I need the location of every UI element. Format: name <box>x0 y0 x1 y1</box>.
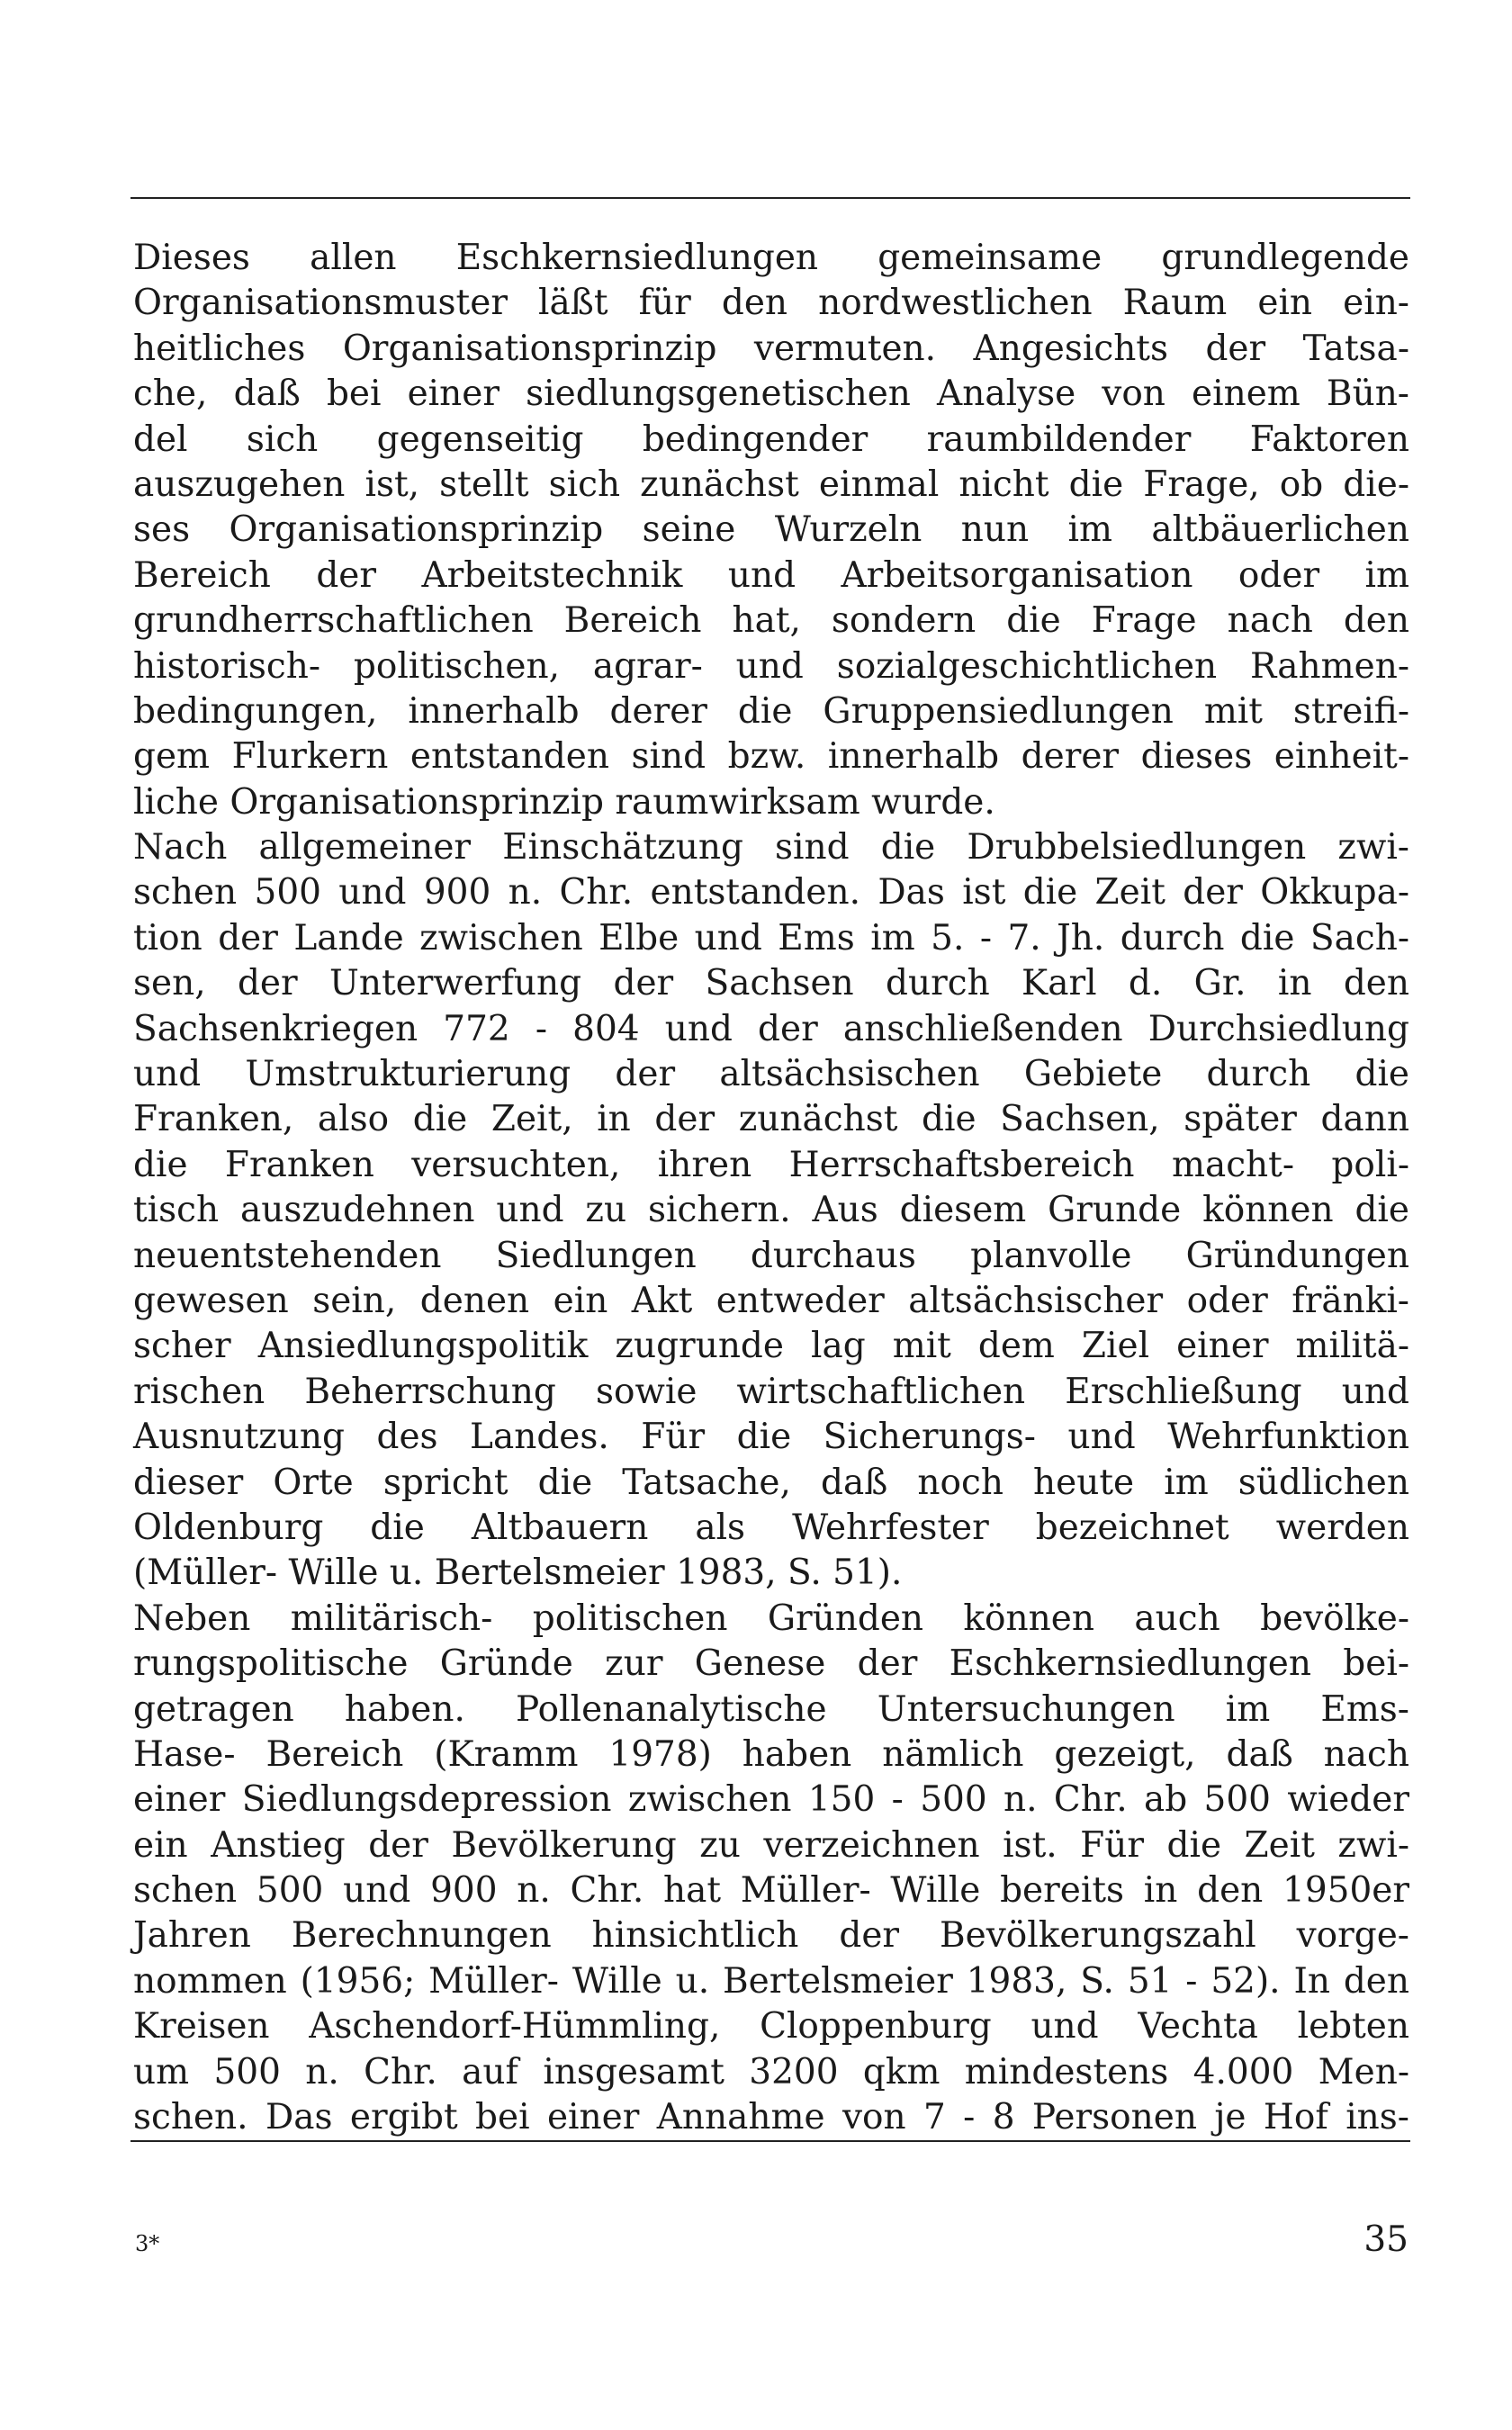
text-line: Franken, also die Zeit, in der zunächst die Sachsen, später dann <box>133 1099 1409 1140</box>
text-line: Neben militärisch- politischen Gründen können auch bevölke- <box>133 1598 1409 1639</box>
body-text <box>133 236 1409 2140</box>
text-line: schen 500 und 900 n. Chr. hat Müller- Wille bereits in den 1950er <box>133 1870 1409 1912</box>
page-number: 35 <box>1364 2219 1408 2260</box>
text-line: gewesen sein, denen ein Akt entweder altsächsischer oder fränki- <box>133 1280 1409 1321</box>
text-line: einer Siedlungsdepression zwischen 150 - 500 n. Chr. ab 500 wieder <box>133 1779 1409 1821</box>
paragraph <box>133 1597 1409 2141</box>
text-line: auszugehen ist, stellt sich zunächst einmal nicht die Frage, ob die- <box>133 464 1409 505</box>
text-line: Kreisen Aschendorf-Hümmling, Cloppenburg und Vechta lebten <box>133 2006 1409 2048</box>
text-line: gem Flurkern entstanden sind bzw. innerhalb derer dieses einheit- <box>133 736 1409 778</box>
text-line: neuentstehenden Siedlungen durchaus planvolle Gründungen <box>133 1235 1409 1276</box>
text-line: Sachsenkriegen 772 - 804 und der anschließenden Durchsiedlung <box>133 1008 1409 1049</box>
text-line: Hase- Bereich (Kramm 1978) haben nämlich gezeigt, daß nach <box>133 1733 1409 1775</box>
text-line: nommen (1956; Müller- Wille u. Bertelsmeier 1983, S. 51 - 52). In den <box>133 1960 1409 2002</box>
top-rule <box>130 197 1410 199</box>
text-line: historisch- politischen, agrar- und sozialgeschichtlichen Rahmen- <box>133 645 1409 687</box>
text-line: heitliches Organisationsprinzip vermuten. Angesichts der Tatsa- <box>133 328 1409 369</box>
text-line: tisch auszudehnen und zu sichern. Aus diesem Grunde können die <box>133 1190 1409 1231</box>
sheet-signature: 3* <box>135 2231 160 2256</box>
text-line: und Umstrukturierung der altsächsischen Gebiete durch die <box>133 1054 1409 1095</box>
text-line: Nach allgemeiner Einschätzung sind die Drubbelsiedlungen zwi- <box>133 827 1409 868</box>
text-line: che, daß bei einer siedlungsgenetischen Analyse von einem Bün- <box>133 374 1409 415</box>
text-line: Bereich der Arbeitstechnik und Arbeitsorganisation oder im <box>133 554 1409 596</box>
text-line: schen 500 und 900 n. Chr. entstanden. Das ist die Zeit der Okkupa- <box>133 872 1409 914</box>
text-line: Jahren Berechnungen hinsichtlich der Bevölkerungszahl vorge- <box>133 1915 1409 1957</box>
text-line: grundherrschaftlichen Bereich hat, sondern die Frage nach den <box>133 600 1409 642</box>
paragraph <box>133 825 1409 1597</box>
paragraph <box>133 236 1409 825</box>
text-line: del sich gegenseitig bedingender raumbildender Faktoren <box>133 418 1409 460</box>
text-line: Dieses allen Eschkernsiedlungen gemeinsame grundlegende <box>133 238 1409 278</box>
text-line: schen. Das ergibt bei einer Annahme von 7 - 8 Personen je Hof ins- <box>133 2097 1409 2138</box>
text-line: tion der Lande zwischen Elbe und Ems im 5. - 7. Jh. durch die Sach- <box>133 917 1409 958</box>
text-line: Ausnutzung des Landes. Für die Sicherungs- und Wehrfunktion <box>133 1417 1409 1458</box>
text-line: ein Anstieg der Bevölkerung zu verzeichnen ist. Für die Zeit zwi- <box>133 1824 1409 1866</box>
text-line: rischen Beherrschung sowie wirtschaftlichen Erschließung und <box>133 1371 1409 1412</box>
text-line: sen, der Unterwerfung der Sachsen durch Karl d. Gr. in den <box>133 963 1409 1004</box>
bottom-rule <box>130 2140 1410 2142</box>
text-line: scher Ansiedlungspolitik zugrunde lag mit dem Ziel einer militä- <box>133 1326 1409 1367</box>
text-line: (Müller- Wille u. Bertelsmeier 1983, S. 51). <box>133 1552 903 1594</box>
text-line: um 500 n. Chr. auf insgesamt 3200 qkm mindestens 4.000 Men- <box>133 2051 1409 2092</box>
text-line: ses Organisationsprinzip seine Wurzeln nun im altbäuerlichen <box>133 509 1409 551</box>
text-line: dieser Orte spricht die Tatsache, daß noch heute im südlichen <box>133 1462 1409 1503</box>
text-line: Oldenburg die Altbauern als Wehrfester bezeichnet werden <box>133 1507 1409 1548</box>
text-line: getragen haben. Pollenanalytische Untersuchungen im Ems- <box>133 1688 1409 1730</box>
text-line: liche Organisationsprinzip raumwirksam wurde. <box>133 781 995 823</box>
text-line: die Franken versuchten, ihren Herrschaftsbereich macht- poli- <box>133 1144 1409 1185</box>
text-line: rungspolitische Gründe zur Genese der Eschkernsiedlungen bei- <box>133 1643 1409 1685</box>
text-line: Organisationsmuster läßt für den nordwestlichen Raum ein ein- <box>133 283 1409 324</box>
text-line: bedingungen, innerhalb derer die Gruppensiedlungen mit streifi- <box>133 690 1409 732</box>
